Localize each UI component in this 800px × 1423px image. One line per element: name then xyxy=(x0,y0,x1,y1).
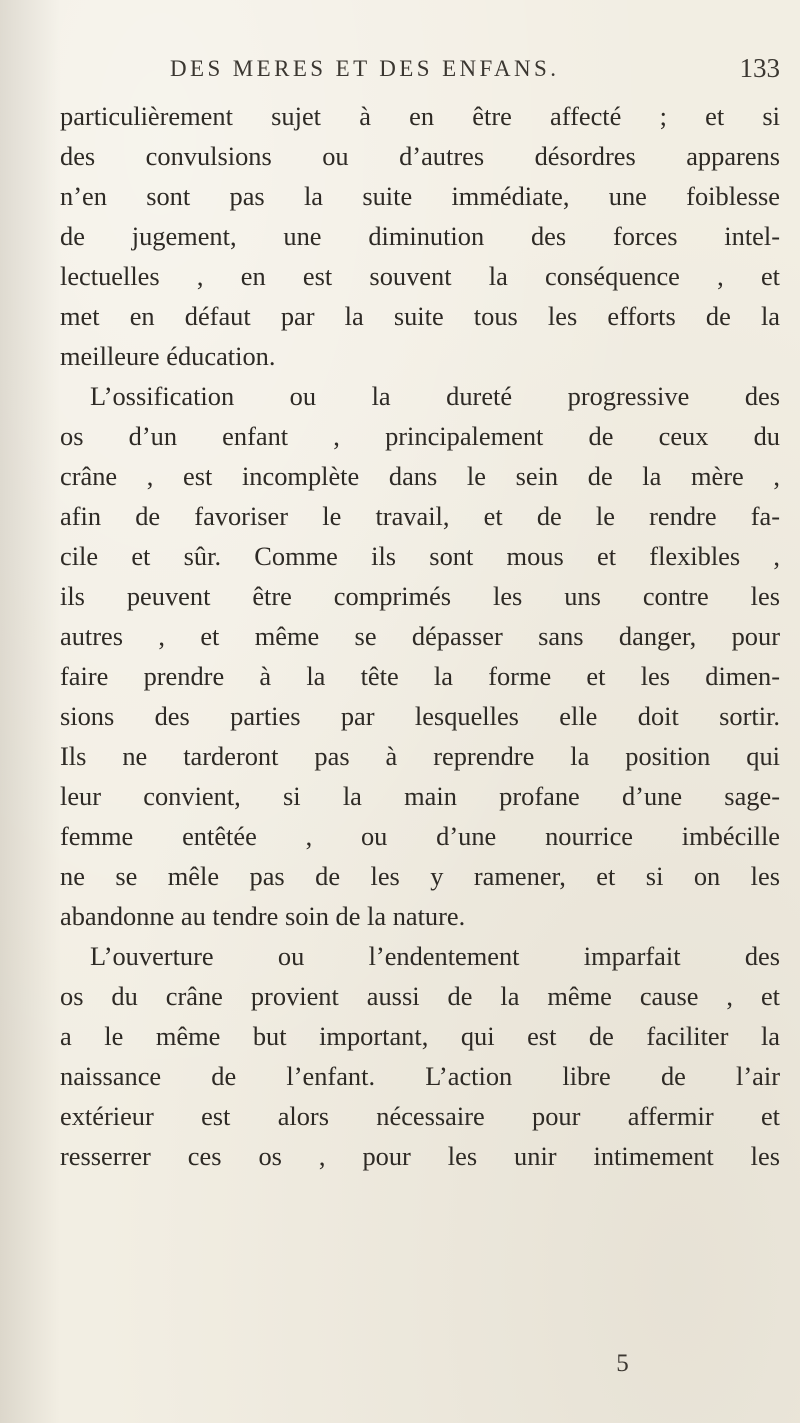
running-head xyxy=(170,53,780,92)
text-line: cile et sûr. Comme ils sont mous et flexibles , xyxy=(60,541,780,571)
text-line: femme entêtée , ou d’une nourrice imbécille xyxy=(60,821,780,851)
text-line: crâne , est incomplète dans le sein de la mère , xyxy=(60,461,780,491)
text-line: extérieur est alors nécessaire pour affermir et xyxy=(60,1101,780,1131)
text-line: abandonne au tendre soin de la nature. xyxy=(60,901,466,931)
text-line: des convulsions ou d’autres désordres apparens xyxy=(60,141,780,171)
text-line: resserrer ces os , pour les unir intimement les xyxy=(60,1141,780,1171)
text-line: a le même but important, qui est de faciliter la xyxy=(60,1021,780,1051)
text-line: leur convient, si la main profane d’une sage- xyxy=(60,781,780,811)
text-line: faire prendre à la tête la forme et les dimen- xyxy=(60,661,780,691)
text-line: met en défaut par la suite tous les efforts de la xyxy=(60,301,780,331)
text-line: naissance de l’enfant. L’action libre de l’air xyxy=(60,1061,780,1091)
text-line: particulièrement sujet à en être affecté ; et si xyxy=(60,101,780,131)
signature-number: 5 xyxy=(616,1350,629,1377)
text-line: os d’un enfant , principalement de ceux du xyxy=(60,421,780,451)
paragraph-start-line: L’ouverture ou l’endentement imparfait des xyxy=(90,941,780,971)
paragraph-start-line: L’ossification ou la dureté progressive des xyxy=(90,381,780,411)
text-line: meilleure éducation. xyxy=(60,341,276,371)
text-line: ils peuvent être comprimés les uns contre les xyxy=(60,581,780,611)
text-line: ne se mêle pas de les y ramener, et si on les xyxy=(60,861,780,891)
text-line: de jugement, une diminution des forces intel- xyxy=(60,221,780,251)
text-line: n’en sont pas la suite immédiate, une foiblesse xyxy=(60,181,780,211)
text-line: sions des parties par lesquelles elle doit sortir. xyxy=(60,701,780,731)
text-line: os du crâne provient aussi de la même cause , et xyxy=(60,981,780,1011)
signature-mark xyxy=(0,1350,800,1378)
body-text xyxy=(60,96,780,1176)
text-line: autres , et même se dépasser sans danger, pour xyxy=(60,621,780,651)
text-line: lectuelles , en est souvent la conséquence , et xyxy=(60,261,780,291)
running-title: DES MERES ET DES ENFANS. xyxy=(170,56,560,81)
text-line: afin de favoriser le travail, et de le rendre fa- xyxy=(60,501,780,531)
gutter-shadow xyxy=(0,0,60,1423)
page-number: 133 xyxy=(739,53,780,83)
text-line: Ils ne tarderont pas à reprendre la position qui xyxy=(60,741,780,771)
